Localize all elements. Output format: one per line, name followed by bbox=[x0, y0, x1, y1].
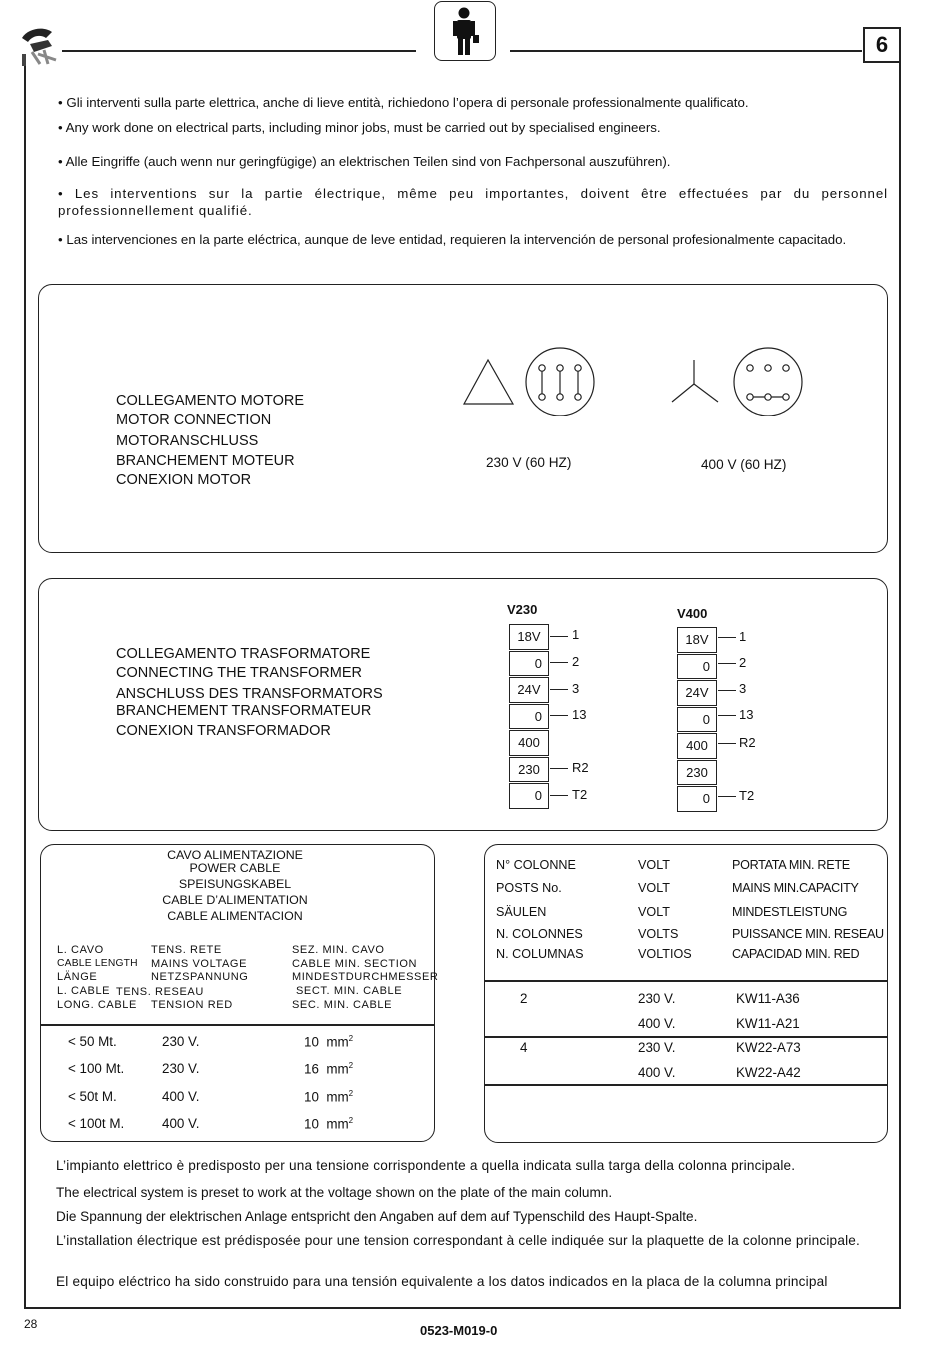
columns-header-divider bbox=[484, 980, 887, 982]
cable-voltage-header-fr: TENS. RESEAU bbox=[116, 986, 204, 998]
cable-length-header: L. CAVO CABLE LENGTH LÄNGE L. CABLE LONG. CABLE bbox=[57, 944, 138, 1012]
page-border-bottom bbox=[24, 1307, 901, 1309]
header-rule-left bbox=[62, 50, 416, 52]
document-code: 0523-M019-0 bbox=[420, 1323, 498, 1338]
v400-terminal: R2 bbox=[739, 735, 756, 750]
v400-terminal: 1 bbox=[739, 629, 747, 644]
columns-row-posts: 4 bbox=[520, 1040, 528, 1055]
cable-row-voltage: 400 V. bbox=[162, 1116, 200, 1131]
cable-title: CAVO ALIMENTAZIONE POWER CABLE SPEISUNGSKABEL CABLE D’ALIMENTATION CABLE ALIMENTACION bbox=[162, 848, 308, 923]
columns-table-divider bbox=[484, 1084, 887, 1086]
star-caption: 400 V (60 HZ) bbox=[701, 457, 787, 472]
v400-terminal: 3 bbox=[739, 681, 747, 696]
cable-row-section: 10 $mm^2$ bbox=[304, 1089, 354, 1105]
columns-row-capacity: KW22-A73 bbox=[736, 1040, 801, 1055]
page-border-left bbox=[24, 66, 26, 1309]
terminal-board-icon bbox=[734, 348, 802, 416]
transformer-label-en: CONNECTING THE TRANSFORMER bbox=[116, 665, 362, 681]
columns-volt-header: VOLT VOLT VOLT VOLTS VOLTIOS bbox=[638, 858, 692, 961]
v400-cell: 0 bbox=[677, 786, 717, 812]
delta-icon bbox=[464, 360, 513, 404]
cable-voltage-header: TENS. RETE MAINS VOLTAGE NETZSPANNUNG TENSION RED bbox=[151, 944, 249, 1012]
v400-cell: 24V bbox=[677, 680, 717, 706]
section-number: 6 bbox=[863, 27, 901, 63]
footer-note-de: Die Spannung der elektrischen Anlage entspricht den Angaben auf dem auf Typenschild des Haupt-Spalte. bbox=[56, 1209, 698, 1224]
v230-cell: 230 bbox=[509, 757, 549, 783]
v230-cell: 400 bbox=[509, 730, 549, 756]
v400-cell: 400 bbox=[677, 733, 717, 759]
v230-terminal: 3 bbox=[572, 681, 580, 696]
v400-cell: 18V bbox=[677, 627, 717, 653]
v230-cell: 0 bbox=[509, 783, 549, 809]
columns-row-capacity: KW22-A42 bbox=[736, 1065, 801, 1080]
footer-note-it: L’impianto elettrico è predisposto per una tensione corrispondente a quella indicata sulla targa della colonna principale. bbox=[56, 1158, 796, 1173]
cable-section-header: SEZ. MIN. CAVO CABLE MIN. SECTION MINDESTDURCHMESSER SECT. MIN. CABLE SEC. MIN. CABLE bbox=[292, 944, 439, 1012]
motor-label-es: CONEXION MOTOR bbox=[116, 472, 252, 488]
v400-terminal: 13 bbox=[739, 707, 754, 722]
v230-title: V230 bbox=[507, 602, 538, 617]
v400-cell: 0 bbox=[677, 654, 717, 680]
intro-es: • Las intervenciones en la parte eléctrica, aunque de leve entidad, requieren la intervención de personal profesionalmente capacitado. bbox=[58, 232, 847, 247]
v230-cell: 0 bbox=[509, 704, 549, 730]
columns-row-capacity: KW11-A21 bbox=[736, 1016, 800, 1031]
page-border-right bbox=[899, 62, 901, 1309]
columns-row-volt: 230 V. bbox=[638, 1040, 676, 1055]
cable-row-length: < 50 Mt. bbox=[68, 1034, 117, 1049]
footer-note-es: El equipo eléctrico ha sido construido para una tensión equivalente a los datos indicados en la placa de la columna principal bbox=[56, 1274, 828, 1289]
intro-en: • Any work done on electrical parts, including minor jobs, must be carried out by specialised engineers. bbox=[58, 120, 661, 135]
cable-row-voltage: 400 V. bbox=[162, 1089, 200, 1104]
technician-icon-frame bbox=[434, 1, 496, 61]
delta-connection-diagram bbox=[460, 346, 600, 416]
v230-terminal: T2 bbox=[572, 787, 588, 802]
cable-row-section: 16 $mm^2$ bbox=[304, 1061, 354, 1077]
columns-row-capacity: KW11-A36 bbox=[736, 991, 800, 1006]
cable-row-length: < 100t M. bbox=[68, 1116, 125, 1131]
v230-terminal: 13 bbox=[572, 707, 587, 722]
footer-note-fr: L’installation électrique est prédisposée pour une tension correspondant à celle indiquée sur la plaquette de la colonne principale. bbox=[56, 1233, 861, 1248]
v230-terminal: 2 bbox=[572, 654, 580, 669]
v230-terminal: 1 bbox=[572, 627, 580, 642]
technician-icon bbox=[435, 2, 493, 58]
transformer-label-es: CONEXION TRANSFORMADOR bbox=[116, 723, 331, 739]
motor-label-de: MOTORANSCHLUSS bbox=[116, 433, 259, 449]
cable-row-length: < 50t M. bbox=[68, 1089, 117, 1104]
intro-it: • Gli interventi sulla parte elettrica, anche di lieve entità, richiedono l’opera di personale professionalmente qualificato. bbox=[58, 95, 749, 110]
v400-terminal: T2 bbox=[739, 788, 755, 803]
columns-row-volt: 400 V. bbox=[638, 1065, 676, 1080]
v400-cell: 230 bbox=[677, 760, 717, 786]
cable-row-voltage: 230 V. bbox=[162, 1034, 200, 1049]
columns-posts-header: N° COLONNE POSTS No. SÄULEN N. COLONNES N. COLUMNAS bbox=[496, 858, 584, 961]
cable-row-voltage: 230 V. bbox=[162, 1061, 200, 1076]
v230-cell: 18V bbox=[509, 624, 549, 650]
transformer-label-de: ANSCHLUSS DES TRANSFORMATORS bbox=[116, 686, 383, 702]
v400-terminal: 2 bbox=[739, 655, 747, 670]
columns-capacity-header: PORTATA MIN. RETE MAINS MIN.CAPACITY MINDESTLEISTUNG PUISSANCE MIN. RESEAU CAPACIDAD MIN. RED bbox=[732, 858, 884, 961]
header-rule-right bbox=[510, 50, 862, 52]
v400-title: V400 bbox=[677, 606, 708, 621]
columns-row-posts: 2 bbox=[520, 991, 528, 1006]
columns-row-volt: 230 V. bbox=[638, 991, 676, 1006]
transformer-label-it: COLLEGAMENTO TRASFORMATORE bbox=[116, 646, 371, 662]
intro-de: • Alle Eingriffe (auch wenn nur geringfügige) an elektrischen Teilen sind von Fachpersonal auszuführen). bbox=[58, 154, 671, 169]
v400-cell: 0 bbox=[677, 707, 717, 733]
transformer-label-fr: BRANCHEMENT TRANSFORMATEUR bbox=[116, 703, 372, 719]
page-number: 28 bbox=[24, 1317, 38, 1331]
motor-label-fr: BRANCHEMENT MOTEUR bbox=[116, 453, 295, 469]
motor-label-it: COLLEGAMENTO MOTORE bbox=[116, 393, 304, 409]
v230-terminal: R2 bbox=[572, 760, 589, 775]
footer-note-en: The electrical system is preset to work at the voltage shown on the plate of the main column. bbox=[56, 1185, 613, 1200]
columns-row-volt: 400 V. bbox=[638, 1016, 676, 1031]
v230-cell: 24V bbox=[509, 677, 549, 703]
intro-fr: • Les interventions sur la partie électrique, même peu importantes, doivent être effectuées par du personnel professionnellement qualifié. bbox=[58, 186, 888, 218]
v230-cell: 0 bbox=[509, 651, 549, 677]
star-connection-diagram bbox=[668, 346, 808, 416]
cable-row-section: 10 $mm^2$ bbox=[304, 1034, 354, 1050]
motor-label-en: MOTOR CONNECTION bbox=[116, 412, 272, 428]
delta-caption: 230 V (60 HZ) bbox=[486, 455, 572, 470]
columns-row-divider bbox=[484, 1036, 887, 1038]
logo-icon bbox=[18, 24, 62, 66]
cable-header-divider bbox=[40, 1024, 435, 1026]
cable-row-section: 10 $mm^2$ bbox=[304, 1116, 354, 1132]
cable-row-length: < 100 Mt. bbox=[68, 1061, 125, 1076]
